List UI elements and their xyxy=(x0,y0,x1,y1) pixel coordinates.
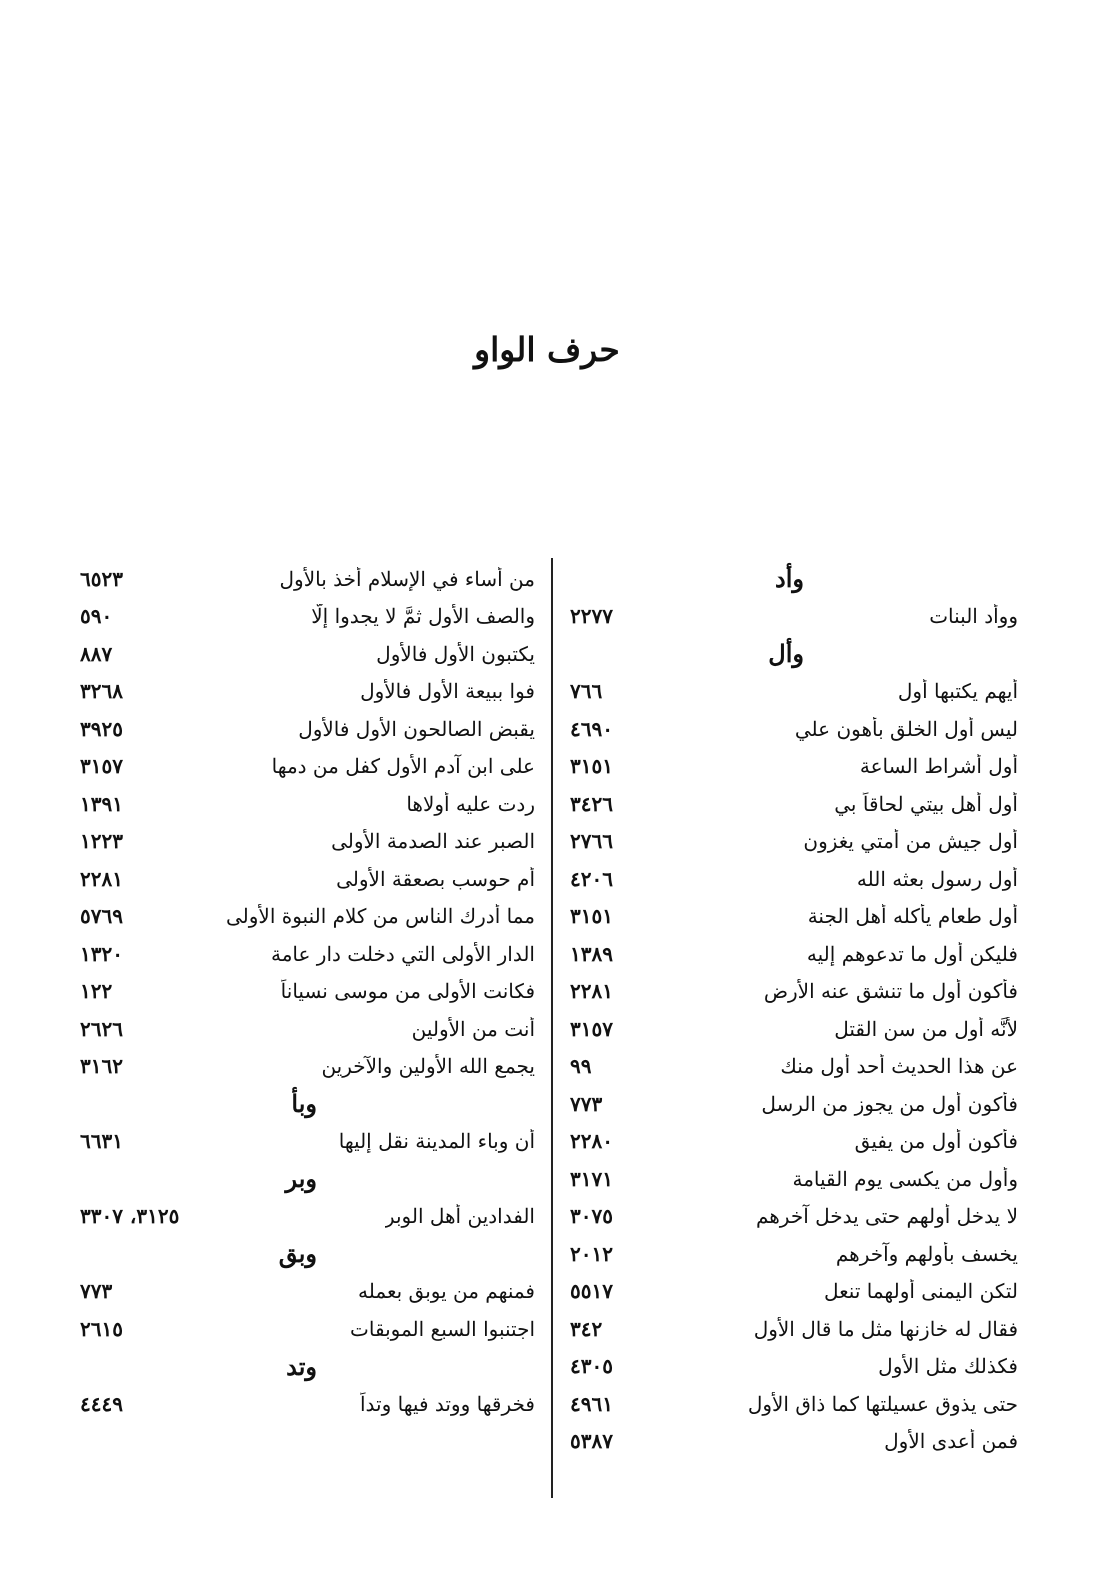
entry-number: ٣٠٧٥ xyxy=(570,1204,613,1229)
index-entry xyxy=(570,1310,1018,1348)
index-entry xyxy=(80,1048,535,1086)
index-entry xyxy=(570,1085,1018,1123)
entry-text: فكذلك مثل الأول xyxy=(878,1354,1018,1379)
entry-number: ٣١٢٥، ٣٣٠٧ xyxy=(80,1204,180,1229)
entry-text: حتى يذوق عسيلتها كما ذاق الأول xyxy=(747,1391,1018,1416)
index-entry xyxy=(80,973,535,1011)
entry-text: على ابن آدم الأول كفل من دمها xyxy=(271,754,535,779)
entry-text: لتكن اليمنى أولهما تنعل xyxy=(823,1279,1018,1304)
index-entry xyxy=(80,1123,535,1161)
entry-number: ٥٧٦٩ xyxy=(80,904,123,929)
entry-number: ١٣٩١ xyxy=(80,791,123,816)
entry-number: ٣١٦٢ xyxy=(80,1054,123,1079)
entry-number: ٤٣٠٥ xyxy=(570,1354,613,1379)
entry-number: ١٣٨٩ xyxy=(570,941,613,966)
index-entry xyxy=(570,673,1018,711)
entry-text: أول جيش من أمتي يغزون xyxy=(803,829,1018,854)
left-column xyxy=(80,560,535,1423)
index-entry xyxy=(570,973,1018,1011)
entry-number: ٦٦٣١ xyxy=(80,1129,123,1154)
entry-text: اجتنبوا السبع الموبقات xyxy=(350,1316,535,1341)
page-title: حرف الواو xyxy=(474,330,620,369)
right-column xyxy=(570,560,1018,1460)
index-entry xyxy=(80,673,535,711)
root-heading: وبق xyxy=(278,1239,317,1269)
root-heading: وأل xyxy=(768,639,804,669)
entry-text: الدار الأولى التي دخلت دار عامة xyxy=(270,941,535,966)
entry-number: ٣٤٢ xyxy=(570,1316,603,1341)
entry-text: من أساء في الإسلام أخذ بالأول xyxy=(279,566,535,591)
entry-text: فقال له خازنها مثل ما قال الأول xyxy=(753,1316,1018,1341)
entry-number: ٣٩٢٥ xyxy=(80,716,123,741)
entry-number: ١٢٢ xyxy=(80,979,113,1004)
entry-number: ٧٧٣ xyxy=(570,1091,603,1116)
entry-number: ١٣٢٠ xyxy=(80,941,123,966)
index-entry xyxy=(80,560,535,598)
entry-text: عن هذا الحديث أحد أول منك xyxy=(780,1054,1018,1079)
entry-number: ٤٩٦١ xyxy=(570,1391,613,1416)
index-entry xyxy=(570,860,1018,898)
entry-number: ٣١٥١ xyxy=(570,754,613,779)
entry-text: أن وباء المدينة نقل إليها xyxy=(338,1129,535,1154)
index-entry xyxy=(80,1198,535,1236)
entry-text: أول أشراط الساعة xyxy=(859,754,1018,779)
index-entry xyxy=(80,635,535,673)
entry-number: ١٢٢٣ xyxy=(80,829,123,854)
root-heading: وبأ xyxy=(291,1089,317,1119)
index-entry xyxy=(570,1123,1018,1161)
entry-number: ٩٩ xyxy=(570,1054,592,1079)
index-entry xyxy=(570,785,1018,823)
entry-text: أم حوسب بصعقة الأولى xyxy=(336,866,535,891)
entry-text: فمن أعدى الأول xyxy=(884,1429,1018,1454)
index-entry xyxy=(80,823,535,861)
entry-number: ٣١٧١ xyxy=(570,1166,613,1191)
entry-number: ٢٠١٢ xyxy=(570,1241,613,1266)
index-entry xyxy=(570,1385,1018,1423)
entry-number: ٥٣٨٧ xyxy=(570,1429,613,1454)
entry-text: فخرقها ووتد فيها وتداً xyxy=(359,1391,535,1416)
entry-number: ٧٧٣ xyxy=(80,1279,113,1304)
entry-text: يقبض الصالحون الأول فالأول xyxy=(298,716,535,741)
entry-text: الصبر عند الصدمة الأولى xyxy=(331,829,535,854)
entry-number: ٣٤٢٦ xyxy=(570,791,613,816)
entry-text: أول طعام يأكله أهل الجنة xyxy=(807,904,1018,929)
index-entry xyxy=(80,1010,535,1048)
entry-number: ٣١٥٧ xyxy=(570,1016,613,1041)
index-entry xyxy=(570,1048,1018,1086)
entry-number: ٣١٥١ xyxy=(570,904,613,929)
entry-text: يجمع الله الأولين والآخرين xyxy=(321,1054,535,1079)
entry-number: ٦٥٢٣ xyxy=(80,566,123,591)
index-entry xyxy=(80,1273,535,1311)
entry-number: ٨٨٧ xyxy=(80,641,113,666)
entry-text: أنت من الأولين xyxy=(411,1016,535,1041)
index-entry xyxy=(80,935,535,973)
index-entry xyxy=(570,1235,1018,1273)
index-entry xyxy=(80,898,535,936)
index-entry xyxy=(80,598,535,636)
entry-text: الفدادين أهل الوبر xyxy=(384,1204,535,1229)
entry-number: ٤٦٩٠ xyxy=(570,716,613,741)
entry-text: لأنَّه أول من سن القتل xyxy=(834,1016,1018,1041)
entry-number: ٢٢٨١ xyxy=(80,866,123,891)
index-entry xyxy=(80,1385,535,1423)
root-heading: وتد xyxy=(286,1351,317,1381)
entry-text: مما أدرك الناس من كلام النبوة الأولى xyxy=(225,904,535,929)
entry-number: ٢٢٨١ xyxy=(570,979,613,1004)
root-heading: وبر xyxy=(285,1164,317,1194)
index-entry xyxy=(80,748,535,786)
entry-text: أيهم يكتبها أول xyxy=(897,679,1018,704)
entry-text: فأكون أول من يجوز من الرسل xyxy=(761,1091,1018,1116)
entry-text: لا يدخل أولهم حتى يدخل آخرهم xyxy=(755,1204,1018,1229)
entry-text: وأول من يكسى يوم القيامة xyxy=(792,1166,1018,1191)
entry-number: ٣١٥٧ xyxy=(80,754,123,779)
entry-text: ووأد البنات xyxy=(929,604,1018,629)
index-entry xyxy=(570,823,1018,861)
entry-number: ٤٢٠٦ xyxy=(570,866,613,891)
index-entry xyxy=(570,1423,1018,1461)
entry-number: ٢٢٨٠ xyxy=(570,1129,613,1154)
index-entry xyxy=(570,1348,1018,1386)
index-entry xyxy=(570,748,1018,786)
entry-text: أول أهل بيتي لحاقاً بي xyxy=(834,791,1018,816)
index-entry xyxy=(570,898,1018,936)
index-entry xyxy=(570,710,1018,748)
entry-number: ٤٤٤٩ xyxy=(80,1391,123,1416)
column-divider xyxy=(551,558,553,1498)
index-entry xyxy=(80,785,535,823)
entry-text: فكانت الأولى من موسى نسياناً xyxy=(280,979,535,1004)
index-entry xyxy=(570,1010,1018,1048)
entry-number: ٢٦١٥ xyxy=(80,1316,123,1341)
entry-text: فأكون أول من يفيق xyxy=(854,1129,1018,1154)
index-entry xyxy=(80,860,535,898)
index-entry xyxy=(570,935,1018,973)
entry-text: ردت عليه أولاها xyxy=(406,791,535,816)
entry-number: ٢٢٧٧ xyxy=(570,604,613,629)
entry-number: ٧٦٦ xyxy=(570,679,603,704)
root-heading: وأد xyxy=(775,564,804,594)
entry-text: يخسف بأولهم وآخرهم xyxy=(835,1241,1018,1266)
index-entry xyxy=(80,1310,535,1348)
entry-text: فأكون أول ما تنشق عنه الأرض xyxy=(763,979,1018,1004)
entry-text: ليس أول الخلق بأهون علي xyxy=(794,716,1018,741)
entry-number: ٢٧٦٦ xyxy=(570,829,613,854)
entry-text: فوا ببيعة الأول فالأول xyxy=(360,679,535,704)
index-entry xyxy=(570,1160,1018,1198)
entry-number: ٣٢٦٨ xyxy=(80,679,123,704)
index-entry xyxy=(570,1198,1018,1236)
index-entry xyxy=(80,710,535,748)
entry-number: ٥٥١٧ xyxy=(570,1279,613,1304)
entry-text: أول رسول بعثه الله xyxy=(856,866,1018,891)
index-entry xyxy=(570,1273,1018,1311)
entry-number: ٢٦٢٦ xyxy=(80,1016,123,1041)
index-entry xyxy=(570,598,1018,636)
entry-number: ٥٩٠ xyxy=(80,604,113,629)
entry-text: يكتبون الأول فالأول xyxy=(376,641,535,666)
entry-text: فمنهم من يوبق بعمله xyxy=(358,1279,535,1304)
entry-text: والصف الأول ثمَّ لا يجدوا إلَّا xyxy=(311,604,535,629)
entry-text: فليكن أول ما تدعوهم إليه xyxy=(806,941,1018,966)
